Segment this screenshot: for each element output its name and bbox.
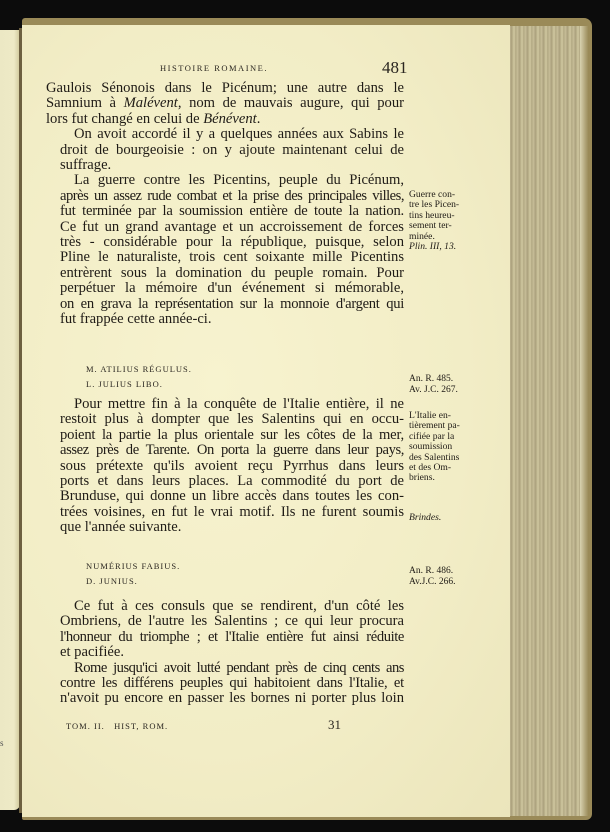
text-line: n'avoit pu encore en passer les bornes ni porter plus loin [60,690,404,707]
note-line: minée. [409,230,435,242]
text-line: fut frappée cette année-ci. [60,311,212,328]
date-year-1 [409,374,458,395]
paragraph-1 [46,81,404,127]
left-page-fragment: s [0,738,4,748]
text-block-3 [46,599,404,707]
consul-1: M. ATILIUS RÉGULUS. [86,364,192,374]
date-roman: An. R. 486. [409,566,454,576]
text-line: perpétuer la mémoire d'un événement si mémorable, [60,280,404,297]
note-line: L'Italie en- [409,410,451,421]
page-number: 481 [382,58,408,77]
marginal-note-3 [409,513,471,523]
citation: Plin. III, 13. [409,241,457,253]
note-reference [409,242,471,252]
text-line: l'honneur du triomphe ; et l'Italie entière fut ainsi réduite [60,628,404,645]
page-edges [508,26,582,816]
paragraph-4 [46,397,404,536]
place-name: Bénévent [203,110,257,127]
paragraph-2 [46,127,404,173]
text-line: sous prétexte qu'ils avoient reçu Pyrrhus dans leurs [60,457,404,474]
place-name: Malévent [123,95,178,112]
text-line: assez près de Tarente. On porta la guerre dans leur pays, [60,442,404,459]
paragraph-5 [46,599,404,661]
sheet-number: 31 [328,717,341,732]
note-line: tre les Picen- [409,199,460,211]
text-block-1 [46,81,404,328]
text-line: Rome jusqu'ici avoit lutté pendant près de cinq cents ans [74,659,404,676]
text-line: que l'année suivante. [60,519,182,536]
text-line: très - considérable pour la république, puisque, selon [60,234,404,251]
left-page-edge [0,30,20,810]
text-line: Pour mettre fin à la conquête de l'Italie entière, il ne [74,396,404,412]
note-line: soumission [409,441,453,453]
note-line: tièrement pa- [409,420,460,432]
text-line: Gaulois Sénonois dans le Picénum; une autre dans le [46,80,404,96]
text-line: contre les différens peuples qui habitoient dans l'Italie, et [60,675,404,692]
text-line: Ce fut à ces consuls que se rendirent, d'un côté les [74,598,404,614]
note-line: et des Om- [409,462,452,474]
text-line: on en grava la représentation sur la monnoie d'argent qui [60,295,404,312]
paragraph-3 [46,173,404,327]
text-line: droit de bourgeoisie : on y ajoute maintenant celui de [60,141,404,158]
note-line: tins heureu- [409,209,455,221]
date-roman: An. R. 485. [409,374,454,384]
text-line: On avoit accordé il y a quelques années aux Sabins le [74,126,404,143]
note-line: briens. [409,472,435,484]
text-line: trées voisines, en fut le vrai motif. Ils ne furent soumis [60,503,404,520]
date-year-2 [409,566,455,587]
text-line: lors fut changé en celui de Bénévent. [46,110,261,127]
date-bc: Av. J.C. 267. [409,384,458,395]
text-line: Brunduse, qui donne un libre accès dans toutes les con- [60,488,404,505]
text-line: fut terminée par la soumission entière de toute la nation. [60,203,404,220]
text-line: suffrage. [60,157,112,174]
text-line: poient la partie la plus orientale sur les côtes de la mer, [60,426,404,443]
text-line: ports et dans leurs places. La commodité du port de [60,473,404,490]
text-line: Ce fut un grand avantage et un accroissement de forces [60,218,404,235]
paragraph-6 [46,661,404,707]
marginal-note-2 [409,411,471,484]
consul-2: L. JULIUS LIBO. [86,379,163,389]
date-bc: Av.J.C. 266. [409,576,456,587]
note-line: cifiée par la [409,430,455,442]
text-line: entrèrent sous la domination du peuple romain. Pour [60,264,404,281]
text-line: Samnium à Malévent, nom de mauvais augure, qui pour [46,95,404,112]
text-line: La guerre contre les Picentins, peuple du Picénum, [74,172,404,189]
note-line: Brindes. [409,512,442,523]
marginal-note-1 [409,190,471,252]
consul-4: D. JUNIUS. [86,576,138,586]
consul-3: NUMÉRIUS FABIUS. [86,561,181,571]
text-block-2 [46,397,404,536]
note-line: Guerre con- [409,189,456,200]
signature-mark: TOM. II. HIST, ROM. [66,721,169,731]
text-line: et pacifiée. [60,644,125,661]
text-line: restoit plus à dompter que les Salentins qui en occu- [60,411,404,428]
note-line: sement ter- [409,220,452,232]
note-line: des Salentins [409,451,460,463]
text-line: Pline le naturaliste, trois cent soixante mille Picentins [60,249,404,266]
running-title: HISTOIRE ROMAINE. [160,63,268,73]
text-line: après un assez rude combat et la prise des principales villes, [60,187,404,204]
text-line: Ombriens, de l'autre les Salentins ; ce qui leur procura [60,613,404,630]
